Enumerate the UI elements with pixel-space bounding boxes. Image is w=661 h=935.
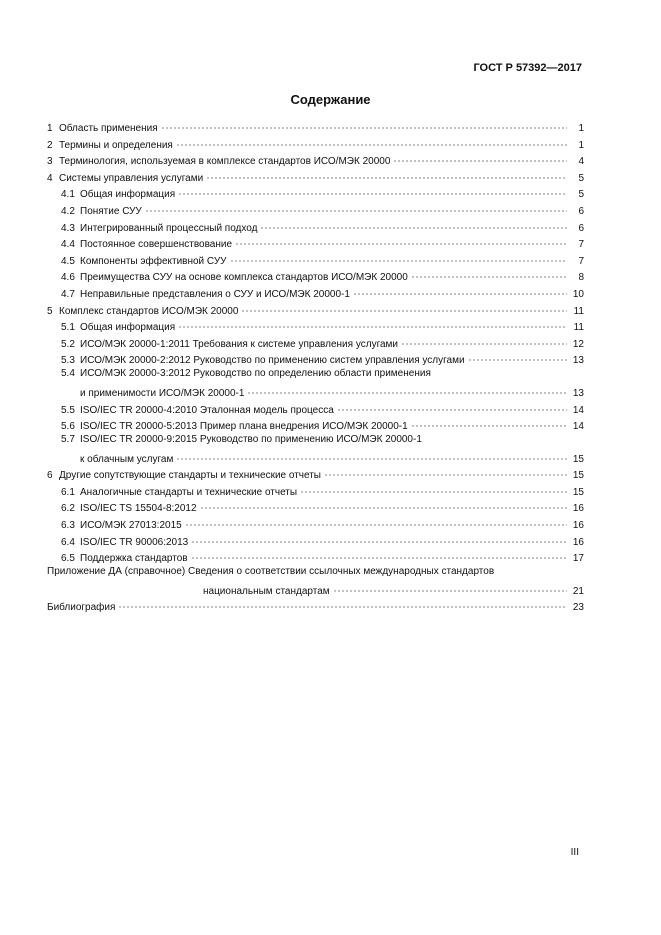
dot-leader <box>191 532 567 545</box>
toc-entry[interactable] <box>47 251 584 267</box>
toc-entry-page: 10 <box>572 288 584 300</box>
toc-entry-number: 5.4 <box>61 367 75 379</box>
toc-entry-title: ISO/IEC TR 20000-5:2013 Пример плана внедрения ИСО/МЭК 20000-1 <box>80 421 408 433</box>
toc-entry-number: 4.7 <box>61 288 75 300</box>
toc-entry[interactable] <box>47 548 584 565</box>
toc-entry[interactable] <box>47 317 584 334</box>
toc-entry-title: ISO/IEC TR 20000-9:2015 Руководство по применению ИСО/МЭК 20000-1 <box>80 433 422 445</box>
toc-entry-number: 4.2 <box>61 205 75 217</box>
dot-leader <box>411 416 567 429</box>
toc-entry-title: Другие сопутствующие стандарты и технические отчеты <box>59 470 321 482</box>
dot-leader <box>200 498 567 511</box>
dot-leader <box>393 151 567 164</box>
toc-entry-number: 6.1 <box>61 486 75 498</box>
toc-entry-title: ИСО/МЭК 27013:2015 <box>80 520 182 532</box>
toc-entry-title: Компоненты эффективной СУУ <box>80 255 227 267</box>
toc-entry[interactable] <box>47 532 584 548</box>
toc-entry-page: 12 <box>572 338 584 350</box>
toc-entry-title: ИСО/МЭК 20000-1:2011 Требования к системе управления услугами <box>80 338 399 350</box>
toc-entry-title: Интегрированный процессный подход <box>80 222 258 234</box>
toc-entry-title: Постоянное совершенствование <box>80 239 233 251</box>
toc-entry[interactable] <box>47 465 584 482</box>
toc-entry[interactable] <box>47 400 584 416</box>
toc-entry-number: 4 <box>47 172 53 184</box>
toc-entry[interactable] <box>47 151 584 168</box>
toc-entry-title: Общая информация <box>80 322 176 334</box>
toc-entry-page: 5 <box>578 172 584 184</box>
dot-leader <box>300 482 567 495</box>
toc-entry-title: Терминология, используемая в комплексе стандартов ИСО/МЭК 20000 <box>59 156 391 168</box>
toc-entry-title: Системы управления услугами <box>59 172 204 184</box>
toc-entry-number: 5.6 <box>61 421 75 433</box>
toc-entry[interactable] <box>47 334 584 350</box>
page-number: III <box>570 847 579 858</box>
dot-leader <box>145 201 567 214</box>
toc-entry-title: Комплекс стандартов ИСО/МЭК 20000 <box>59 305 239 317</box>
toc-entry[interactable] <box>47 498 584 515</box>
toc-entry-page: 16 <box>572 503 584 515</box>
toc-entry-number: 6.2 <box>61 503 75 515</box>
toc-entry-title-continued: и применимости ИСО/МЭК 20000-1 <box>80 387 245 399</box>
toc-entry[interactable] <box>47 267 584 284</box>
toc-entry[interactable] <box>47 416 584 433</box>
toc-entry[interactable] <box>47 218 584 234</box>
toc-entry[interactable] <box>47 350 584 367</box>
toc-entry-page: 23 <box>572 602 584 614</box>
dot-leader <box>178 317 567 330</box>
toc-entry-page: 6 <box>578 222 584 234</box>
toc-entry-number: 4.1 <box>61 189 75 201</box>
toc-entry-page: 5 <box>578 189 584 201</box>
dot-leader <box>260 218 567 231</box>
dot-leader <box>247 383 567 396</box>
toc-entry[interactable] <box>47 168 584 184</box>
toc-entry-number: 2 <box>47 139 53 151</box>
dot-leader <box>230 251 567 264</box>
dot-leader <box>178 184 567 197</box>
toc-entry-page: 11 <box>573 322 584 334</box>
toc-entry-page: 15 <box>572 453 584 465</box>
toc-entry-page: 13 <box>572 355 584 367</box>
toc-entry-number: 4.5 <box>61 255 75 267</box>
toc-entry-number: 5.3 <box>61 355 75 367</box>
toc-entry-title: Неправильные представления о СУУ и ИСО/МЭК 20000-1 <box>80 288 350 300</box>
toc-entry-title: Термины и определения <box>59 139 173 151</box>
toc-entry-page: 11 <box>573 305 584 317</box>
toc-entry-page: 15 <box>572 486 584 498</box>
dot-leader <box>191 548 567 561</box>
toc-entry-page: 13 <box>572 387 584 399</box>
dot-leader <box>337 400 567 413</box>
toc-entry-title: Библиография <box>47 602 116 614</box>
toc-entry-title: ISO/IEC TR 90006:2013 <box>80 536 189 548</box>
toc-entry-number: 4.6 <box>61 272 75 284</box>
toc-title: Содержание <box>290 92 371 107</box>
toc-entry-page: 6 <box>578 205 584 217</box>
dot-leader <box>118 597 567 610</box>
dot-leader <box>333 581 567 594</box>
toc-entry[interactable] <box>47 184 584 201</box>
dot-leader <box>176 449 567 462</box>
toc-entry[interactable] <box>47 118 584 134</box>
dot-leader <box>185 515 567 528</box>
dot-leader <box>161 118 567 131</box>
toc-entry-title: Область применения <box>59 123 158 134</box>
toc-entry-title-continued: к облачным услугам <box>80 453 174 465</box>
toc-entry-number: 5.1 <box>61 322 75 334</box>
dot-leader <box>401 334 567 347</box>
toc-entry[interactable] <box>47 597 584 614</box>
toc-entry[interactable] <box>47 201 584 217</box>
toc-entry-page: 1 <box>578 139 584 151</box>
toc-entry[interactable] <box>47 433 584 465</box>
dot-leader <box>235 234 567 247</box>
toc-entry[interactable] <box>47 234 584 251</box>
toc-entry-title: ISO/IEC TS 15504-8:2012 <box>80 503 197 515</box>
toc-entry[interactable] <box>47 284 584 300</box>
toc-entry-title: Поддержка стандартов <box>80 553 188 565</box>
toc-entry[interactable] <box>47 367 584 399</box>
toc-entry-page: 14 <box>572 404 584 416</box>
dot-leader <box>468 350 567 363</box>
toc-entry-title: Понятие СУУ <box>80 205 142 217</box>
dot-leader <box>324 465 567 478</box>
toc-entry[interactable] <box>47 482 584 498</box>
table-of-contents <box>47 118 584 614</box>
toc-entry-page: 7 <box>578 239 584 251</box>
toc-entry[interactable] <box>47 135 584 151</box>
toc-entry-title: Аналогичные стандарты и технические отчеты <box>80 486 298 498</box>
toc-entry-number: 5 <box>47 305 53 317</box>
toc-entry-number: 5.2 <box>61 338 75 350</box>
toc-entry-page: 15 <box>572 470 584 482</box>
toc-entry-number: 6.5 <box>61 553 75 565</box>
dot-leader <box>241 301 567 314</box>
toc-entry-number: 1 <box>47 123 53 134</box>
toc-entry-number: 5.5 <box>61 404 75 416</box>
toc-entry-page: 4 <box>578 156 584 168</box>
toc-entry-title: ИСО/МЭК 20000-2:2012 Руководство по применению систем управления услугами <box>80 355 465 367</box>
dot-leader <box>176 135 567 148</box>
toc-entry-number: 6.4 <box>61 536 75 548</box>
toc-entry[interactable] <box>47 515 584 532</box>
toc-entry-page: 16 <box>572 520 584 532</box>
toc-entry-title-continued: национальным стандартам <box>203 585 330 597</box>
toc-entry-page: 7 <box>578 255 584 267</box>
toc-entry[interactable] <box>47 301 584 317</box>
toc-entry-number: 6.3 <box>61 520 75 532</box>
toc-entry[interactable] <box>47 565 584 597</box>
dot-leader <box>411 267 567 280</box>
toc-entry-page: 8 <box>578 272 584 284</box>
toc-entry-title: ISO/IEC TR 20000-4:2010 Эталонная модель процесса <box>80 404 334 416</box>
toc-entry-number: 4.4 <box>61 239 75 251</box>
dot-leader <box>353 284 567 297</box>
document-id: ГОСТ Р 57392—2017 <box>473 62 582 74</box>
toc-entry-number: 6 <box>47 470 53 482</box>
toc-entry-number: 5.7 <box>61 433 75 445</box>
toc-entry-page: 16 <box>572 536 584 548</box>
toc-entry-title: Приложение ДА (справочное) Сведения о соответствии ссылочных международных стандартов <box>47 565 495 577</box>
toc-entry-page: 21 <box>572 585 584 597</box>
toc-entry-page: 1 <box>578 123 584 134</box>
toc-entry-title: Преимущества СУУ на основе комплекса стандартов ИСО/МЭК 20000 <box>80 272 408 284</box>
toc-entry-page: 14 <box>572 421 584 433</box>
toc-entry-number: 4.3 <box>61 222 75 234</box>
toc-entry-number: 3 <box>47 156 53 168</box>
toc-entry-title: Общая информация <box>80 189 176 201</box>
dot-leader <box>206 168 567 181</box>
toc-entry-page: 17 <box>572 553 584 565</box>
toc-entry-title: ИСО/МЭК 20000-3:2012 Руководство по определению области применения <box>80 367 431 379</box>
